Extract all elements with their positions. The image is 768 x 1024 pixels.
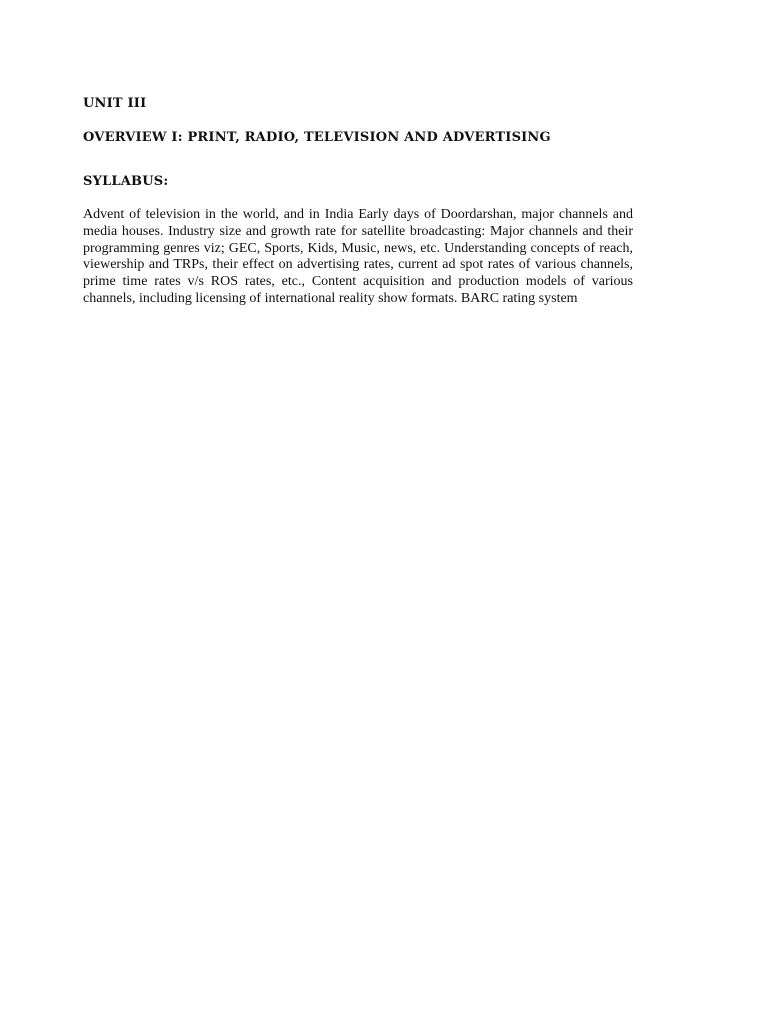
unit-heading: UNIT III <box>83 96 147 111</box>
section-heading: SYLLABUS: <box>83 174 169 189</box>
document-title: OVERVIEW I: PRINT, RADIO, TELEVISION AND ADVERTISING <box>83 130 551 145</box>
syllabus-paragraph: Advent of television in the world, and in India Early days of Doordarshan, major channels and media houses. Industry size and growth rate for satellite broadcasting: Major channels and their programming genres viz; GEC, Sports, Kids, Music, news, etc. Understanding concepts of reach, viewership and TRPs, their effect on advertising rates, current ad spot rates of various channels, prime time rates v/s ROS rates, etc., Content acquisition and production models of various channels, including licensing of international reality show formats. BARC rating system <box>83 207 633 306</box>
page-content <box>83 95 633 308</box>
